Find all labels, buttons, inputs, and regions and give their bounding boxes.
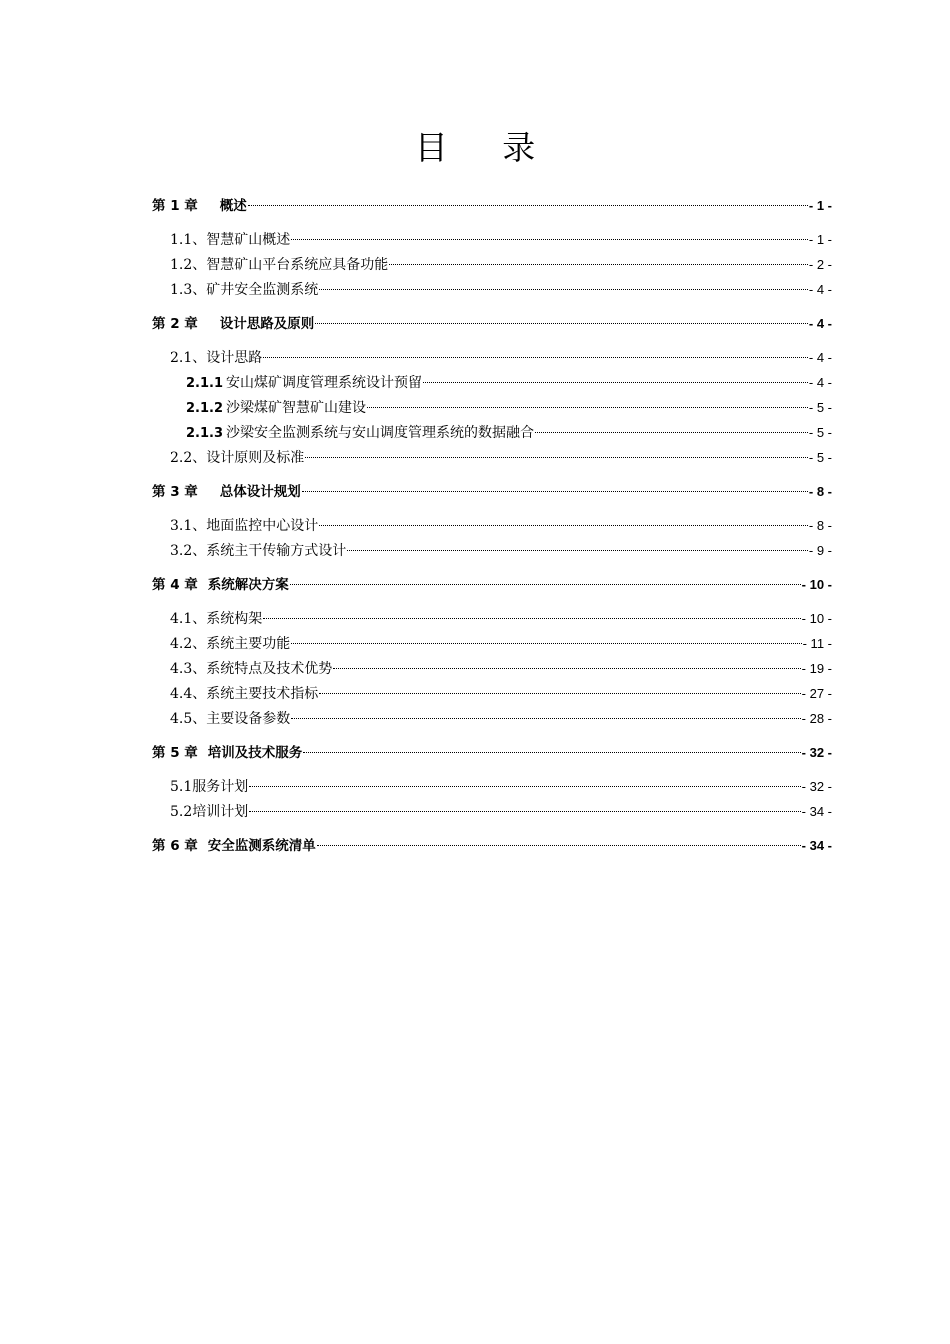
toc-entry-page-number: - 4 -	[808, 350, 832, 365]
toc-dot-leader	[319, 289, 808, 290]
toc-entry-number: 4.3、	[170, 661, 207, 677]
toc-dot-leader	[535, 432, 808, 433]
toc-entry-page-number: - 10 -	[801, 611, 832, 626]
toc-chapter-entry[interactable]	[152, 740, 832, 765]
toc-section-entry[interactable]	[152, 706, 832, 731]
toc-entry-page-number: - 32 -	[801, 745, 832, 760]
toc-dot-leader	[263, 357, 808, 358]
toc-section-entry[interactable]	[152, 345, 832, 370]
toc-entry-title: 系统主干传输方式设计	[206, 543, 347, 559]
toc-entry-title: 智慧矿山概述	[206, 232, 291, 248]
toc-section-entry[interactable]	[152, 420, 832, 445]
toc-entry-title: 地面监控中心设计	[206, 518, 319, 534]
toc-entry-title: 系统主要技术指标	[206, 686, 319, 702]
toc-entry-number: 2.1.1	[186, 376, 224, 391]
toc-entry-page-number: - 1 -	[808, 198, 832, 213]
toc-section-entry[interactable]	[152, 799, 832, 824]
toc-dot-leader	[302, 491, 808, 492]
toc-section-entry[interactable]	[152, 513, 832, 538]
toc-entry-title: 培训及技术服务	[207, 745, 303, 761]
toc-dot-leader	[315, 323, 808, 324]
toc-entry-number: 2.1.2	[186, 401, 224, 416]
toc-dot-leader	[263, 618, 800, 619]
toc-entry-number: 第 4 章	[152, 577, 198, 593]
toc-entry-page-number: - 19 -	[801, 661, 832, 676]
toc-entry-number: 第 3 章	[152, 484, 198, 500]
toc-dot-leader	[291, 239, 808, 240]
toc-entry-page-number: - 9 -	[808, 543, 832, 558]
toc-entry-number: 第 2 章	[152, 316, 198, 332]
toc-entry-title: 系统主要功能	[206, 636, 291, 652]
toc-dot-leader	[319, 693, 800, 694]
toc-dot-leader	[291, 718, 800, 719]
toc-entry-page-number: - 34 -	[801, 804, 832, 819]
toc-dot-leader	[303, 752, 800, 753]
toc-entry-page-number: - 4 -	[808, 282, 832, 297]
toc-entry-number: 4.5、	[170, 711, 207, 727]
toc-section-entry[interactable]	[152, 395, 832, 420]
toc-entry-number: 5.1	[170, 779, 193, 795]
toc-section-entry[interactable]	[152, 606, 832, 631]
toc-entry-number: 第 1 章	[152, 198, 198, 214]
toc-entry-page-number: - 8 -	[808, 484, 832, 499]
toc-entry-title: 设计原则及标准	[206, 450, 305, 466]
toc-entry-page-number: - 10 -	[801, 577, 832, 592]
toc-entry-number: 5.2	[170, 804, 193, 820]
toc-entry-number: 1.3、	[170, 282, 207, 298]
toc-entry-number: 1.2、	[170, 257, 207, 273]
toc-entry-page-number: - 2 -	[808, 257, 832, 272]
toc-section-entry[interactable]	[152, 227, 832, 252]
toc-dot-leader	[290, 584, 801, 585]
toc-chapter-entry[interactable]	[152, 311, 832, 336]
toc-entry-page-number: - 32 -	[801, 779, 832, 794]
toc-entry-title: 设计思路及原则	[219, 316, 315, 332]
toc-entry-page-number: - 4 -	[808, 375, 832, 390]
toc-section-entry[interactable]	[152, 277, 832, 302]
toc-dot-leader	[423, 382, 808, 383]
toc-chapter-entry[interactable]	[152, 193, 832, 218]
toc-entry-number: 4.1、	[170, 611, 207, 627]
toc-entry-number: 3.2、	[170, 543, 207, 559]
toc-entry-title: 安全监测系统清单	[207, 838, 316, 854]
toc-chapter-entry[interactable]	[152, 572, 832, 597]
toc-entry-page-number: - 27 -	[801, 686, 832, 701]
toc-section-entry[interactable]	[152, 774, 832, 799]
toc-entry-page-number: - 28 -	[801, 711, 832, 726]
toc-entry-page-number: - 8 -	[808, 518, 832, 533]
toc-dot-leader	[291, 643, 801, 644]
toc-entry-title: 主要设备参数	[206, 711, 291, 727]
toc-entry-page-number: - 1 -	[808, 232, 832, 247]
toc-entry-number: 第 6 章	[152, 838, 198, 854]
toc-section-entry[interactable]	[152, 631, 832, 656]
toc-section-entry[interactable]	[152, 252, 832, 277]
toc-entry-page-number: - 5 -	[808, 425, 832, 440]
toc-section-entry[interactable]	[152, 681, 832, 706]
toc-entry-number: 4.4、	[170, 686, 207, 702]
toc-chapter-entry[interactable]	[152, 479, 832, 504]
toc-entry-title: 设计思路	[206, 350, 263, 366]
toc-dot-leader	[249, 786, 800, 787]
toc-dot-leader	[333, 668, 800, 669]
toc-entry-title: 概述	[219, 198, 247, 214]
toc-entry-page-number: - 11 -	[802, 636, 832, 651]
toc-entry-title: 培训计划	[192, 804, 249, 820]
toc-entry-page-number: - 4 -	[808, 316, 832, 331]
toc-entry-number: 2.1.3	[186, 426, 224, 441]
toc-entry-page-number: - 5 -	[808, 450, 832, 465]
toc-entry-title: 服务计划	[192, 779, 249, 795]
toc-entry-title: 沙梁安全监测系统与安山调度管理系统的数据融合	[226, 425, 535, 441]
toc-entry-title: 矿井安全监测系统	[206, 282, 319, 298]
toc-entry-page-number: - 5 -	[808, 400, 832, 415]
toc-list	[152, 193, 832, 858]
toc-entry-number: 3.1、	[170, 518, 207, 534]
toc-entry-title: 安山煤矿调度管理系统设计预留	[226, 375, 423, 391]
toc-dot-leader	[367, 407, 808, 408]
toc-entry-title: 系统解决方案	[207, 577, 289, 593]
toc-section-entry[interactable]	[152, 445, 832, 470]
toc-entry-page-number: - 34 -	[801, 838, 832, 853]
toc-entry-title: 系统特点及技术优势	[206, 661, 333, 677]
toc-entry-number: 2.2、	[170, 450, 207, 466]
toc-entry-number: 4.2、	[170, 636, 207, 652]
toc-chapter-entry[interactable]	[152, 833, 832, 858]
toc-dot-leader	[248, 205, 808, 206]
toc-entry-title: 智慧矿山平台系统应具备功能	[206, 257, 389, 273]
toc-entry-number: 1.1、	[170, 232, 207, 248]
toc-dot-leader	[249, 811, 800, 812]
toc-entry-title: 总体设计规划	[219, 484, 301, 500]
toc-dot-leader	[319, 525, 808, 526]
toc-section-entry[interactable]	[152, 538, 832, 563]
toc-title: 目 录	[414, 128, 558, 167]
toc-dot-leader	[347, 550, 808, 551]
toc-entry-title: 系统构架	[206, 611, 263, 627]
toc-dot-leader	[317, 845, 801, 846]
toc-dot-leader	[389, 264, 808, 265]
toc-entry-number: 第 5 章	[152, 745, 198, 761]
toc-section-entry[interactable]	[152, 656, 832, 681]
toc-section-entry[interactable]	[152, 370, 832, 395]
toc-entry-title: 沙梁煤矿智慧矿山建设	[226, 400, 367, 416]
toc-entry-number: 2.1、	[170, 350, 207, 366]
toc-dot-leader	[305, 457, 808, 458]
